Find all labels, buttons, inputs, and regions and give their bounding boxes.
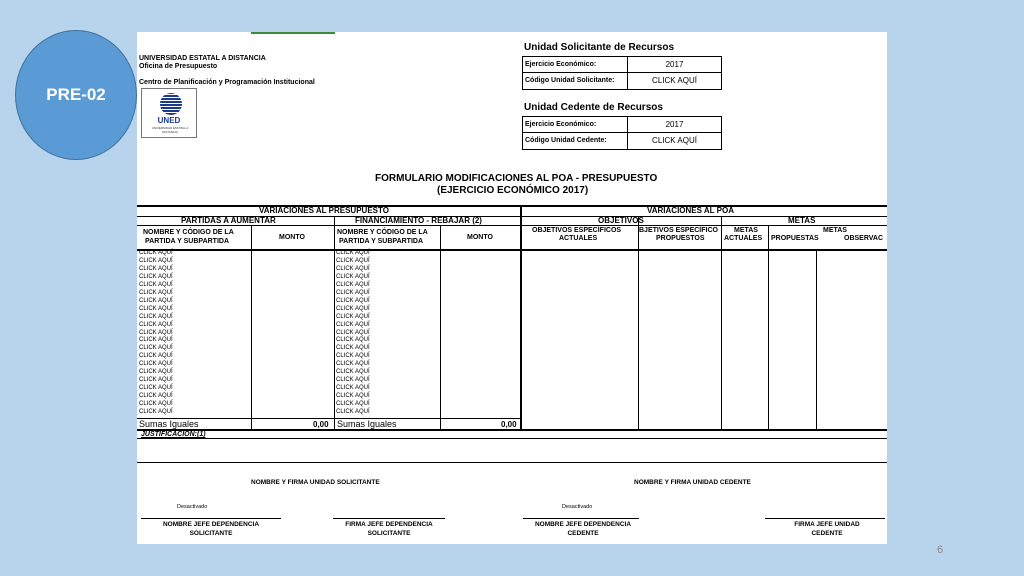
click-aqui-row[interactable]: CLICK AQUÍ: [336, 321, 370, 328]
click-aqui-row[interactable]: CLICK AQUÍ: [336, 250, 370, 256]
sumas-iguales-right-value: 0,00: [501, 420, 517, 429]
firma-jefe-cedente-line1: FIRMA JEFE UNIDAD: [794, 521, 860, 528]
click-aqui-row[interactable]: CLICK AQUÍ: [336, 297, 370, 304]
cedente-codigo-dropdown[interactable]: CLICK AQUÍ: [652, 136, 697, 145]
col-obj-propuestos-b: PROPUESTOS: [656, 235, 705, 242]
slide-number: 6: [936, 544, 944, 556]
click-aqui-row[interactable]: CLICK AQUÍ: [139, 329, 173, 336]
col-metas-propuestas: PROPUESTAS: [771, 235, 819, 242]
column-header-strip: [137, 32, 887, 34]
cedente-ejercicio-label: Ejercicio Económico:: [525, 120, 597, 128]
cedente-title: Unidad Cedente de Recursos: [524, 102, 663, 113]
click-aqui-row[interactable]: CLICK AQUÍ: [139, 321, 173, 328]
solicitante-ejercicio-value[interactable]: 2017: [665, 59, 684, 69]
uned-logo: [141, 88, 197, 138]
click-aqui-row[interactable]: CLICK AQUÍ: [336, 265, 370, 272]
click-aqui-row[interactable]: CLICK AQUÍ: [336, 313, 370, 320]
col-nombre-1b: PARTIDA Y SUBPARTIDA: [145, 238, 230, 245]
click-aqui-row[interactable]: CLICK AQUÍ: [139, 377, 173, 384]
firma-jefe-cedente-line2: CEDENTE: [811, 530, 843, 537]
click-aqui-row[interactable]: CLICK AQUÍ: [139, 289, 173, 296]
objetivos-header: OBJETIVOS: [598, 216, 644, 225]
col-nombre-2b: PARTIDA Y SUBPARTIDA: [339, 238, 424, 245]
click-aqui-row[interactable]: CLICK AQUÍ: [336, 329, 370, 336]
cedente-ejercicio-value[interactable]: 2017: [665, 119, 684, 129]
click-aqui-row[interactable]: CLICK AQUÍ: [139, 361, 173, 368]
desactivado-1: Desactivado: [177, 504, 208, 510]
desactivado-2: Desactivado: [562, 504, 593, 510]
click-aqui-row[interactable]: CLICK AQUÍ: [139, 401, 173, 408]
partidas-aumentar-header: PARTIDAS A AUMENTAR: [181, 216, 276, 225]
nombre-jefe-solicitante: [141, 520, 281, 538]
col-obj-actuales-a: OBJETIVOS ESPECÍFICOS: [532, 227, 622, 234]
click-aqui-row[interactable]: CLICK AQUÍ: [139, 369, 173, 376]
col-monto-2: MONTO: [467, 234, 493, 241]
financiamiento-header: FINANCIAMIENTO - REBAJAR (2): [355, 216, 482, 225]
cedente-codigo-label: Código Unidad Cedente:: [525, 137, 607, 144]
logo-word: UNED: [157, 116, 181, 125]
solicitante-title: Unidad Solicitante de Recursos: [524, 42, 675, 53]
click-aqui-row[interactable]: CLICK AQUÍ: [139, 265, 173, 272]
col-monto-1: MONTO: [279, 234, 305, 241]
click-aqui-row[interactable]: CLICK AQUÍ: [336, 345, 370, 352]
variaciones-presupuesto-header: VARIACIONES AL PRESUPUESTO: [259, 206, 389, 215]
col-obj-actuales-b: ACTUALES: [559, 235, 598, 242]
click-aqui-row[interactable]: CLICK AQUÍ: [139, 409, 173, 415]
col-observaciones: OBSERVAC: [844, 235, 884, 242]
nombre-jefe-cedente-line1: NOMBRE JEFE DEPENDENCIA: [534, 521, 632, 528]
slide-badge: [15, 30, 137, 160]
form-subtitle: (EJERCICIO ECONÓMICO 2017): [437, 185, 589, 196]
selected-column-indicator: [251, 32, 335, 34]
variaciones-poa-header: VARIACIONES AL POA: [647, 206, 734, 215]
logo-subtext: UNIVERSIDAD ESTATAL A DISTANCIA: [151, 126, 189, 134]
click-aqui-row[interactable]: CLICK AQUÍ: [336, 305, 370, 312]
logo-emblem-icon: [160, 93, 182, 115]
firma-unidad-cedente: NOMBRE Y FIRMA UNIDAD CEDENTE: [634, 479, 751, 486]
click-aqui-row[interactable]: CLICK AQUÍ: [336, 289, 370, 296]
firma-jefe-solicitante: [329, 520, 449, 538]
click-aqui-row[interactable]: CLICK AQUÍ: [139, 297, 173, 304]
col-metas-actuales-b: ACTUALES: [724, 235, 763, 242]
solicitante-codigo-dropdown[interactable]: CLICK AQUÍ: [652, 76, 697, 85]
click-aqui-row[interactable]: CLICK AQUÍ: [139, 313, 173, 320]
col-obj-propuestos-a: BJETIVOS ESPECÍFICO: [639, 227, 718, 234]
click-aqui-row[interactable]: CLICK AQUÍ: [139, 257, 173, 264]
spreadsheet-form: [137, 32, 887, 544]
click-aqui-row[interactable]: CLICK AQUÍ: [336, 337, 370, 344]
click-aqui-row[interactable]: CLICK AQUÍ: [336, 369, 370, 376]
col-metas-top: METAS: [823, 227, 847, 234]
click-aqui-row[interactable]: CLICK AQUÍ: [139, 393, 173, 400]
click-aqui-row[interactable]: CLICK AQUÍ: [336, 353, 370, 360]
click-aqui-row[interactable]: CLICK AQUÍ: [139, 345, 173, 352]
nombre-jefe-cedente-line2: CEDENTE: [567, 530, 599, 537]
badge-label: PRE-02: [46, 85, 106, 104]
click-aqui-row[interactable]: CLICK AQUÍ: [139, 273, 173, 280]
form-title: FORMULARIO MODIFICACIONES AL POA - PRESUPUESTO: [375, 173, 658, 184]
justificacion-label: JUSTIFICACIÓN:(1): [141, 431, 206, 438]
firma-jefe-cedente: [769, 520, 885, 538]
solicitante-codigo-label: Código Unidad Solicitante:: [525, 77, 615, 84]
sumas-iguales-left-value: 0,00: [313, 420, 329, 429]
click-aqui-row[interactable]: CLICK AQUÍ: [336, 401, 370, 408]
click-aqui-row[interactable]: CLICK AQUÍ: [336, 281, 370, 288]
center-name: Centro de Planificación y Programación Institucional: [139, 79, 315, 86]
metas-header: METAS: [788, 216, 816, 225]
click-aqui-row[interactable]: CLICK AQUÍ: [336, 273, 370, 280]
click-aqui-row[interactable]: CLICK AQUÍ: [336, 393, 370, 400]
col-nombre-2a: NOMBRE Y CÓDIGO DE LA: [337, 229, 428, 236]
click-aqui-row[interactable]: CLICK AQUÍ: [336, 257, 370, 264]
click-aqui-row[interactable]: CLICK AQUÍ: [336, 361, 370, 368]
firma-jefe-solicitante-line1: FIRMA JEFE DEPENDENCIA: [345, 521, 433, 528]
solicitante-ejercicio-label: Ejercicio Económico:: [525, 60, 597, 68]
click-aqui-row[interactable]: CLICK AQUÍ: [139, 305, 173, 312]
click-aqui-row[interactable]: CLICK AQUÍ: [139, 250, 173, 256]
nombre-jefe-solicitante-line1: NOMBRE JEFE DEPENDENCIA: [162, 521, 260, 528]
click-aqui-row[interactable]: CLICK AQUÍ: [139, 281, 173, 288]
office-name: Oficina de Presupuesto: [139, 63, 218, 70]
click-aqui-row[interactable]: CLICK AQUÍ: [139, 353, 173, 360]
click-aqui-row[interactable]: CLICK AQUÍ: [139, 385, 173, 392]
university-name: UNIVERSIDAD ESTATAL A DISTANCIA: [139, 55, 266, 62]
firma-jefe-solicitante-line2: SOLICITANTE: [367, 530, 411, 537]
sumas-iguales-right-label: Sumas Iguales: [337, 419, 397, 429]
nombre-jefe-cedente: [523, 520, 643, 538]
nombre-jefe-solicitante-line2: SOLICITANTE: [189, 530, 233, 537]
col-nombre-1a: NOMBRE Y CÓDIGO DE LA: [143, 229, 234, 236]
firma-unidad-solicitante: NOMBRE Y FIRMA UNIDAD SOLICITANTE: [251, 479, 380, 486]
click-aqui-row[interactable]: CLICK AQUÍ: [139, 337, 173, 344]
click-aqui-row[interactable]: CLICK AQUÍ: [336, 385, 370, 392]
click-aqui-row[interactable]: CLICK AQUÍ: [336, 409, 370, 415]
col-metas-actuales-a: METAS: [734, 227, 758, 234]
click-aqui-row[interactable]: CLICK AQUÍ: [336, 377, 370, 384]
sumas-iguales-left-label: Sumas Iguales: [139, 419, 199, 429]
